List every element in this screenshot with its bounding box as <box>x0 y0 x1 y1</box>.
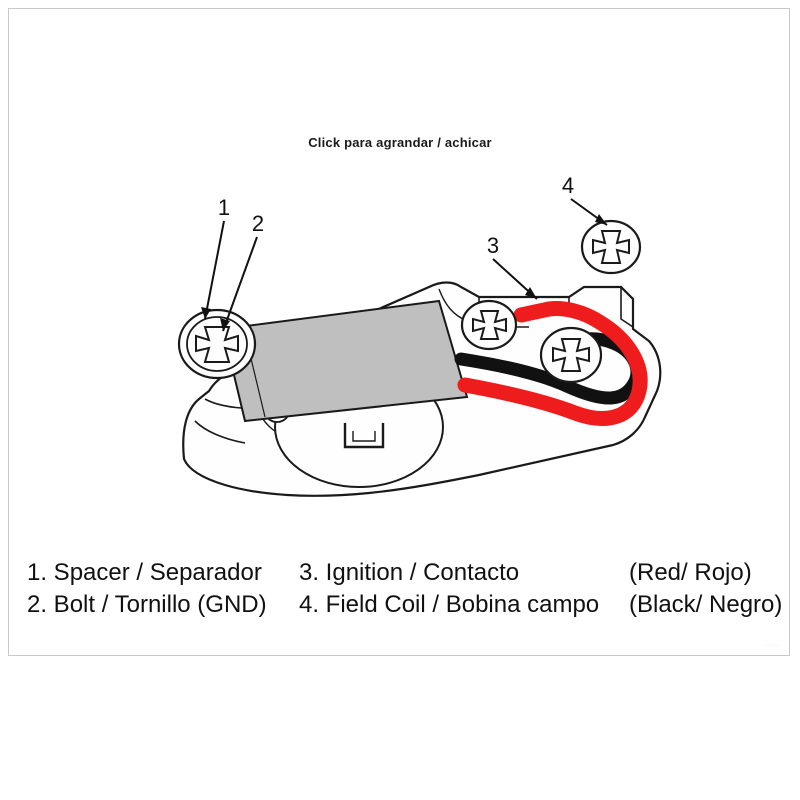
alternator-diagram[interactable] <box>9 159 791 529</box>
legend-color-black: (Black/ Negro) <box>629 591 783 618</box>
diagram-svg <box>9 159 791 529</box>
legend-item-2: 2. Bolt / Tornillo (GND) <box>27 591 267 618</box>
legend-item-3: 3. Ignition / Contacto <box>299 559 520 586</box>
callout-3: 3 <box>486 233 500 258</box>
image-frame <box>8 8 790 656</box>
legend <box>27 557 787 621</box>
screw-3 <box>462 301 516 349</box>
legend-item-1: 1. Spacer / Separador <box>27 559 262 586</box>
screw-field-terminal <box>541 328 601 382</box>
legend-item-4: 4. Field Coil / Bobina campo <box>299 591 600 618</box>
zoom-hint-text[interactable]: Click para agrandar / achicar <box>308 135 492 150</box>
callout-1: 1 <box>217 195 231 220</box>
legend-row <box>27 557 787 589</box>
legend-row <box>27 589 787 621</box>
screw-2 <box>179 310 255 378</box>
watermark: ····· <box>764 642 779 649</box>
callout-4: 4 <box>561 173 575 198</box>
legend-color-red: (Red/ Rojo) <box>629 559 752 586</box>
screw-4 <box>582 221 640 273</box>
callout-2: 2 <box>251 211 265 236</box>
